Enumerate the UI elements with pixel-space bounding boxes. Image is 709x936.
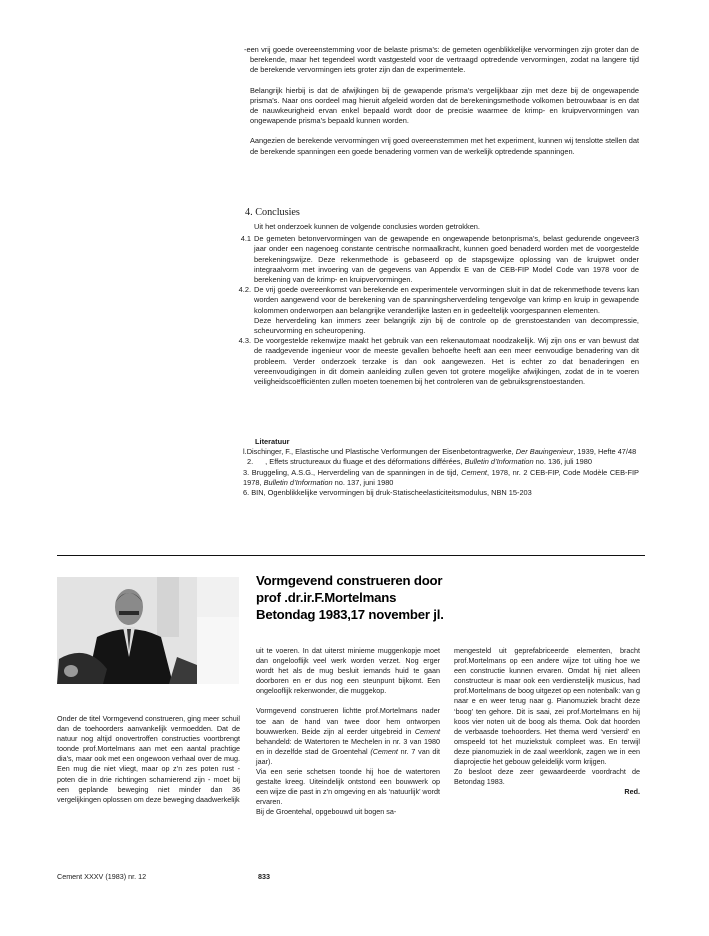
journal-name: (Cement [370, 746, 398, 756]
article-paragraph: Bij de Groentehal, opgebouwd uit bogen sa- [256, 807, 397, 817]
results-paragraph-1: -een vrij goede overeenstemming voor de belaste prisma’s: de gemeten ogenblikkelijke vervormingen zijn groter dan de berekende, maar het tegendeel wordt vastgesteld voor de vertraagd optredende vervormingen, zodat na langere tijd de berekende vervormingen iets groter zijn dan de experimentele. [244, 45, 639, 75]
article-paragraph: mengesteld uit geprefabriceerde elementen, bracht prof.Mortelmans op een andere wijze tot uiting hoe we een constructie kunnen ervaren. Omdat hij niet alleen constructeur is maar ook een verdienstelijk musicus, had prof.Mortelmans de boog uitgezet op een notenbalk: van g naar e en weer terug naar g. Pianomuziek bracht deze ‘boog’ ten gehore. Dit is saai, zei prof.Mortelmans en hij koos vier noten uit de boog als thema. Ook dat hoorden de verbaasde toehoorders. Het thema werd ‘versierd’ en omspeeld tot het muziekstuk compleet was. En terwijl deze pianomuziek in de zaal weerklonk, zagen we in een diaprojectie het gebouw geleidelijk vorm krijgen. [454, 646, 640, 767]
results-paragraph-3: Aangezien de berekende vervormingen vrij goed overeenstemmen met het experiment, kunnen wij tenslotte stellen dat de berekende spanningen een goede benadering vormen van de werkelijk optredende spanningen. [250, 136, 639, 156]
conclusions-section [233, 222, 639, 387]
footer-journal: Cement XXXV (1983) nr. 12 [57, 872, 147, 881]
article-text: Vormgevend construeren lichtte prof.Mortelmans nader toe aan de hand van twee door hem ontworpen bouwwerken. Beide zijn al eerder uitgebreid in [256, 706, 440, 736]
conclusion-text: De gemeten betonvervormingen van de gewapende en ongewapende betonprisma’s, belast gedurende ongeveer3 jaar onder een nagenoeg constante centrische normaalkracht, kunnen goed benaderd worden met de voorgestelde berekeningswijze. Deze rekenmethode is gebaseerd op de stapsgewijze oplossing van de kruipwet onder integraalvorm met invoering van de gegevens van Appendix E van de CEB-FIP Model Code van 1978 voor de berekening van de krimp- en kruipvervormingen. [254, 234, 639, 285]
conclusion-item [233, 285, 639, 336]
caption-paragraph: Onder de titel Vormgevend construeren, ging meer schuil dan de toehoorders aanvankelijk vermoedden. Dat de natuur nog altijd onovertroffen constructies voortbrengt toonde prof.Mortelmans aan met een aantal prachtige dia’s, maar ook met een ongewoon verhaal over de mug. Een mug die niet vliegt, maar op z’n zes poten rust - poten die in drie richtingen scharnierend zijn - moet bij een geplande beweging niet minder dan 36 vergelijkingen oplossen om deze beweging daadwerkelijk [57, 714, 240, 804]
reference-1 [243, 447, 639, 457]
page-number: 833 [258, 872, 270, 881]
article-paragraph: Zo besloot deze zeer gewaardeerde voordracht de Betondag 1983. [454, 767, 640, 787]
reference-4: 6. BIN, Ogenblikkelijke vervormingen bij druk-Statischeelasticiteitsmodulus, NBN 15-203 [243, 488, 532, 498]
conclusion-item [233, 234, 639, 285]
reference-journal: Cement [461, 467, 487, 477]
reference-2 [243, 457, 639, 467]
article-text: behandeld: de Watertoren te Mechelen in nr. 3 van 1980 en in dezelfde stad de Groentehal [256, 736, 440, 756]
article-title [256, 572, 556, 623]
reference-number: 2. [247, 457, 254, 467]
journal-name: Cement [414, 726, 440, 736]
article-column-2 [454, 646, 640, 797]
article-paragraph [256, 706, 440, 767]
conclusion-number: 4.3. [238, 336, 251, 346]
article-column-1 [256, 646, 440, 818]
conclusions-intro: Uit het onderzoek kunnen de volgende conclusies worden getrokken. [254, 222, 480, 231]
literature-section [243, 437, 639, 498]
reference-text: no. 136, juli 1980 [535, 457, 592, 467]
portrait-image [57, 577, 239, 684]
conclusion-text: De voorgestelde rekenwijze maakt het gebruik van een rekenautomaat noodzakelijk. Wij zijn ons er van bewust dat de raadgevende ingenieur voor de meeste gevallen behoefte heeft aan een meer eenvoudige benadering van dit probleem. Verder onderzoek terzake is dan ook aangewezen. Het is echter zo dat benaderingen en vereenvoudigingen in dit domein aanleiding zullen geven tot grotere mogelijke afwijkingen, zodat de in te voeren veiligheidscoëfficiënten zullen moeten toenemen bij het controleren van de gebruiksgrenstoestanden. [254, 336, 639, 387]
conclusion-text [254, 285, 639, 336]
results-paragraph-2: Belangrijk hierbij is dat de afwijkingen bij de gewapende prisma’s vergelijkbaar zijn met deze bij de ongewapende prisma’s. Naar ons oordeel mag hieruit afgeleid worden dat de berekeningsmethode volkomen betrouwbaar is en dat de nauwkeurigheid ervan enkel bepaald wordt door de precisie waarmee de krimp- en kruipvervormingen van ongewapende prisma’s bepaald kunnen worden. [250, 85, 639, 126]
reference-text: , 1939, Hefte 47/48 [573, 447, 637, 457]
reference-journal: Bulletin d’Information [263, 477, 333, 487]
article-title-line: Vormgevend construeren door [256, 573, 443, 588]
conclusion-text-part: Deze herverdeling kan immers zeer belangrijk zijn bij de controle op de grenstoestanden van decompressie, scheurvorming en scheuropening. [254, 315, 639, 336]
article-text: nr. 7 van dit jaar). [256, 746, 441, 766]
article-paragraph: Via een serie schetsen toonde hij hoe de watertoren gestalte kreeg. Uiteindelijk ontstond een bouwwerk op een wijze die past in z’n omgeving en als ‘natuurlijk’ wordt ervaren. [256, 767, 440, 807]
reference-journal: Der Bauingenieur [515, 447, 574, 457]
reference-3 [243, 468, 639, 488]
speaker-photo [57, 577, 239, 684]
conclusions-heading: 4. Conclusies [245, 207, 300, 218]
conclusion-item [233, 336, 639, 387]
results-section [244, 45, 639, 157]
reference-text: , Effets structureaux du fluage et des déformations différées, [265, 457, 463, 467]
photo-caption-text [57, 714, 240, 805]
reference-text: no. 137, juni 1980 [334, 477, 394, 487]
reference-text: , 1978, nr. 2 CEB-FIP, Code Modèle CEB-FIP 1978, [243, 467, 639, 487]
article-paragraph: uit te voeren. In dat uiterst minieme muggenkopje moet dan ongelooflijk veel werk worden verzet. Nog erger wordt het als de mug besluit iemands huid te gaan doorboren en er dus nog een steunpunt bijkomt. Een ongelooflijk rekenwonder, die muggekop. [256, 646, 440, 696]
reference-journal: Bulletin d’Information [464, 457, 534, 467]
literature-heading: Literatuur [255, 437, 290, 446]
reference-text: 3. Bruggeling, A.S.G., Herverdeling van de spanningen in de tijd, [243, 467, 459, 477]
conclusion-text-part: De vrij goede overeenkomst van berekende en experimentele vervormingen sluit in dat de rekenmethode tevens kan worden aangewend voor de berekening van de spanningsherverdeling tengevolge van krimp en kruip in gewapende kolommen onderworpen aan belangrijke veranderlijke lasten en in gedeeltelijk voorgespannen elementen. [254, 285, 639, 315]
conclusion-number: 4.1 [240, 234, 251, 244]
signature: Red. [624, 787, 640, 797]
conclusion-number: 4.2. [238, 285, 251, 295]
section-divider [57, 555, 645, 556]
article-title-line: Betondag 1983,17 november jl. [256, 607, 444, 622]
reference-text: l.Dischinger, F., Elastische und Plastische Verformungen der Eisenbetontragwerke, [243, 447, 514, 457]
article-title-line: prof .dr.ir.F.Mortelmans [256, 590, 397, 605]
